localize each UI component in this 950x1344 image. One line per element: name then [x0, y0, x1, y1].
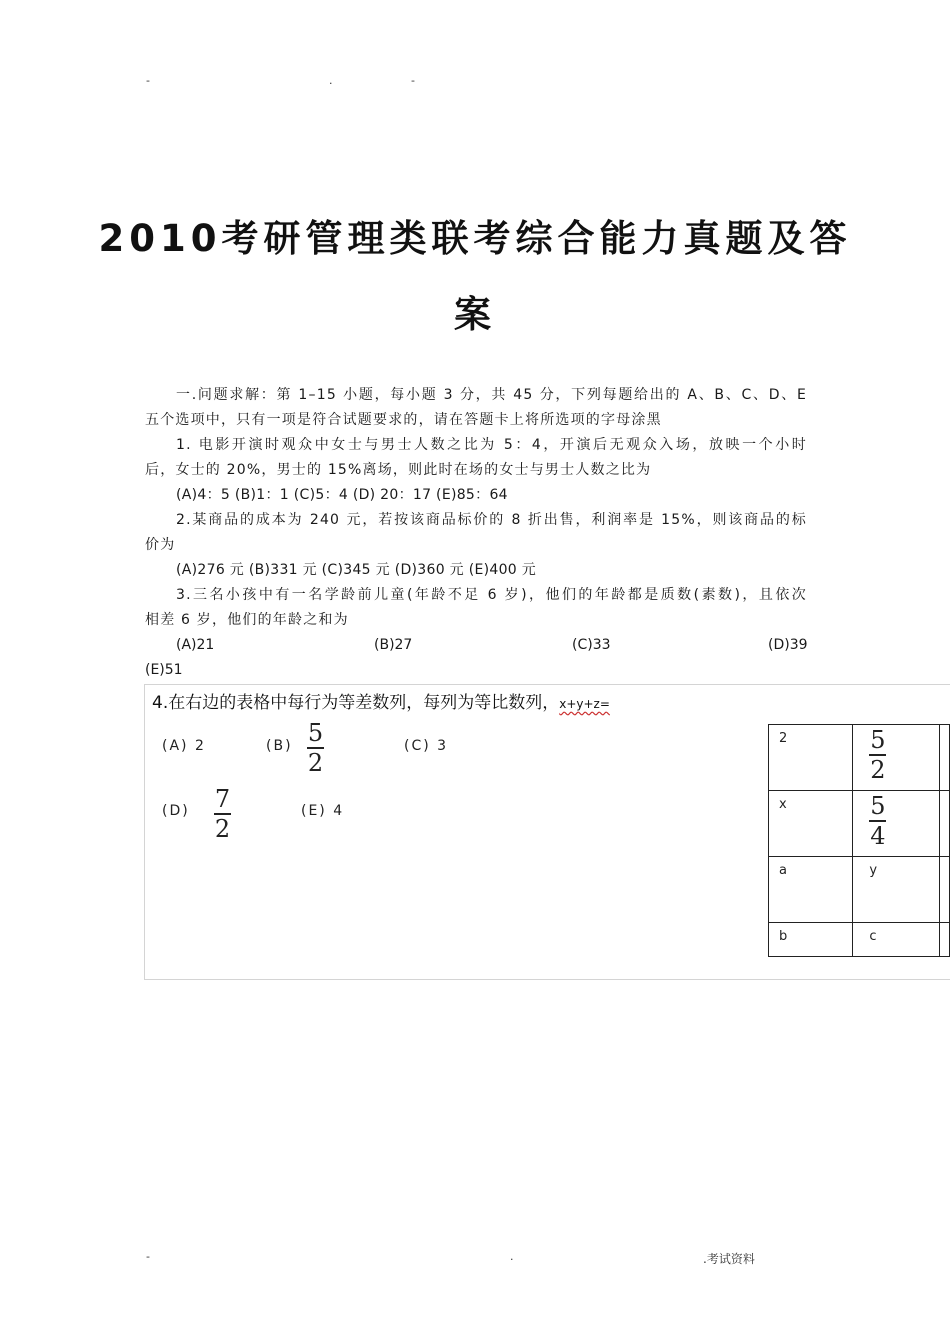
- section-intro-line2: 五个选项中，只有一项是符合试题要求的，请在答题卡上将所选项的字母涂黑: [145, 412, 662, 428]
- grid-r2c2-denominator: 4: [870, 821, 886, 850]
- grid-fraction-r2c2: [869, 793, 886, 849]
- q3-option-a: (A)21: [176, 637, 215, 653]
- grid-row-3: [769, 857, 950, 923]
- section-intro-line1: 一.问题求解：第 1–15 小题，每小题 3 分，共 45 分，下列每题给出的 A、B、C、D、E: [176, 387, 807, 403]
- q4-stem-expression: x+y+z=: [559, 697, 610, 711]
- grid-cell-r3c2: y: [853, 857, 940, 923]
- q4-stem-text: 4.在右边的表格中每行为等差数列，每列为等比数列，: [152, 693, 560, 713]
- footer-source-label: .考试资料: [703, 1252, 755, 1266]
- document-title-line2: 案: [454, 293, 496, 336]
- grid-cell-r3c3: [940, 857, 950, 923]
- grid-cell-r4c3: [940, 923, 950, 957]
- q4-option-d-label: (D): [162, 803, 190, 819]
- q4-option-b-label: (B): [266, 738, 293, 754]
- q4-option-b-fraction: [307, 720, 324, 776]
- grid-r1c2-denominator: 2: [870, 755, 886, 784]
- grid-cell-r1c2: [853, 725, 940, 791]
- q2-options: (A)276 元 (B)331 元 (C)345 元 (D)360 元 (E)400 元: [176, 562, 537, 578]
- q2-text-line1: 2.某商品的成本为 240 元，若按该商品标价的 8 折出售，利润率是 15%，则该商品的标: [176, 512, 807, 528]
- footer-mark-center: .: [510, 1250, 514, 1263]
- q4-stem: [152, 688, 610, 713]
- grid-cell-r2c2: [853, 791, 940, 857]
- q4-option-e: (E) 4: [301, 803, 345, 819]
- grid-cell-r4c2: c: [853, 923, 940, 957]
- header-mark-right: -: [411, 74, 415, 87]
- q4-option-d-numerator: 7: [214, 785, 231, 813]
- grid-cell-r3c1: a: [769, 857, 853, 923]
- q2-text-line2: 价为: [145, 537, 176, 553]
- grid-row-1: [769, 725, 950, 791]
- q3-text-line2: 相差 6 岁，他们的年龄之和为: [145, 612, 349, 628]
- grid-cell-r1c3: [940, 725, 950, 791]
- grid-cell-r2c1: x: [769, 791, 853, 857]
- q4-option-a: (A) 2: [162, 738, 206, 754]
- grid-cell-r4c1: b: [769, 923, 853, 957]
- q3-option-e: (E)51: [145, 662, 183, 678]
- q4-option-d-fraction: [214, 786, 231, 842]
- q1-text-line1: 1. 电影开演时观众中女士与男士人数之比为 5：4，开演后无观众入场，放映一个小时: [176, 437, 807, 453]
- document-title-line1: 2010考研管理类联考综合能力真题及答: [98, 217, 852, 260]
- q3-option-c: (C)33: [572, 637, 611, 653]
- q4-option-c: (C) 3: [404, 738, 449, 754]
- q1-text-line2: 后，女士的 20%，男士的 15%离场，则此时在场的女士与男士人数之比为: [145, 462, 652, 478]
- q4-grid-table: [768, 724, 950, 957]
- q1-options: (A)4：5 (B)1：1 (C)5：4 (D) 20：17 (E)85：64: [176, 487, 508, 503]
- grid-cell-r1c1: 2: [769, 725, 853, 791]
- grid-fraction-r1c2: [869, 727, 886, 783]
- grid-cell-r2c3: [940, 791, 950, 857]
- grid-r1c2-numerator: 5: [870, 726, 886, 754]
- grid-row-4: [769, 923, 950, 957]
- header-mark-center: .: [329, 74, 333, 87]
- grid-r2c2-numerator: 5: [870, 792, 886, 820]
- q4-option-d-denominator: 2: [214, 814, 231, 843]
- grid-row-2: [769, 791, 950, 857]
- q3-text-line1: 3.三名小孩中有一名学龄前儿童(年龄不足 6 岁)，他们的年龄都是质数(素数)，且依次: [176, 587, 807, 603]
- q3-option-b: (B)27: [374, 637, 413, 653]
- footer-mark-left: -: [146, 1250, 150, 1263]
- q4-option-b-denominator: 2: [307, 748, 324, 777]
- header-mark-left: -: [146, 74, 150, 87]
- q3-option-d: (D)39: [768, 637, 808, 653]
- q4-option-b-numerator: 5: [307, 719, 324, 747]
